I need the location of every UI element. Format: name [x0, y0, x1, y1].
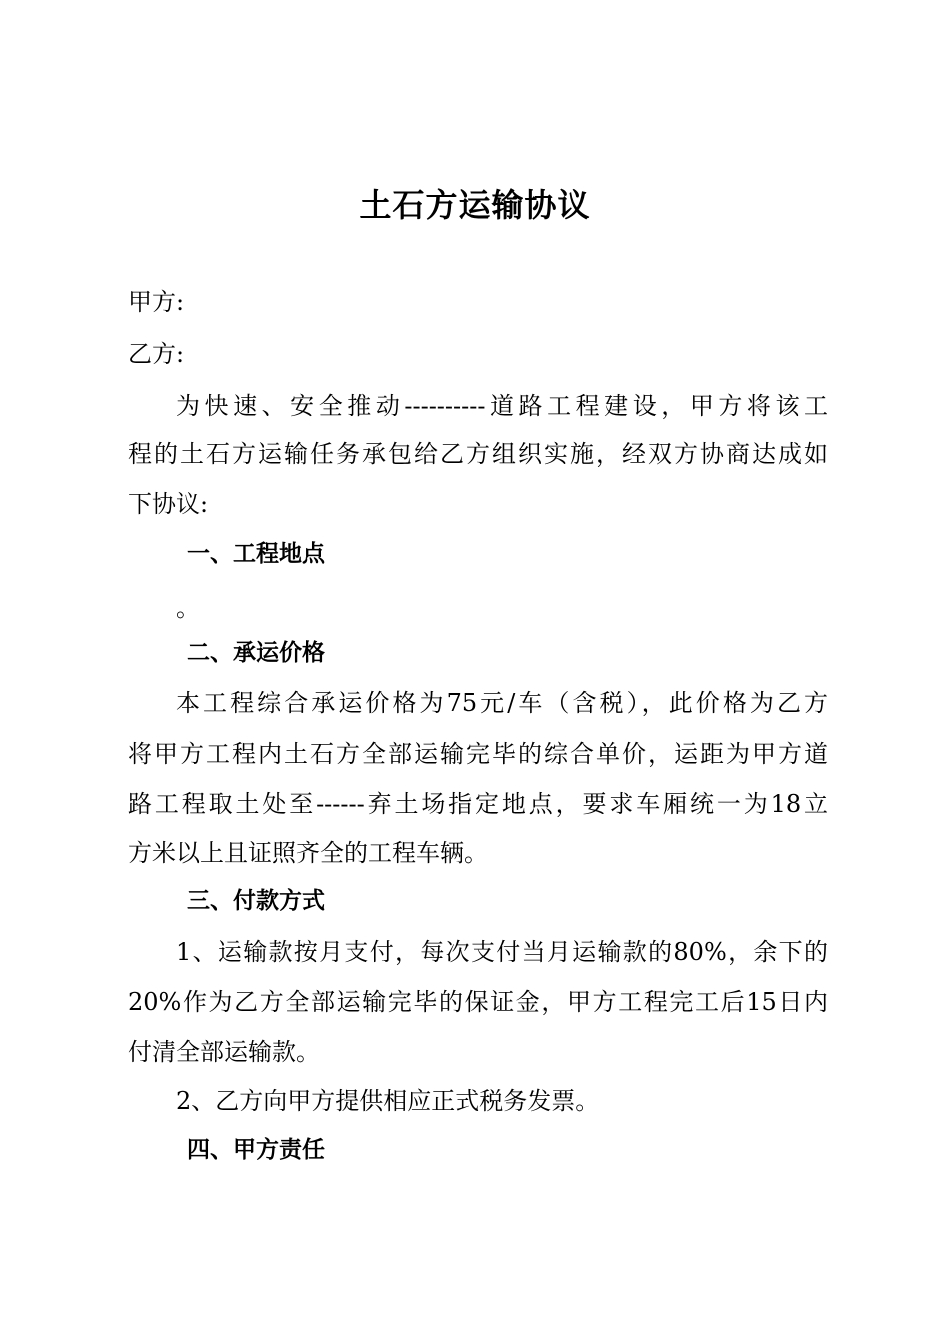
document-title: 土石方运输协议 [359, 186, 591, 224]
section-location-text: 。 [176, 594, 200, 622]
party-a-label: 甲方: [128, 288, 185, 316]
payment-line-2: 20%作为乙方全部运输完毕的保证金，甲方工程完工后15日内 [128, 988, 828, 1016]
payment-line-4: 2、乙方向甲方提供相应正式税务发票。 [176, 1087, 600, 1115]
intro-line-1: 为快速、安全推动----------道路工程建设，甲方将该工 [176, 392, 828, 420]
section-heading-party-a-duties: 四、甲方责任 [187, 1137, 325, 1163]
price-line-4: 方米以上且证照齐全的工程车辆。 [128, 839, 488, 867]
price-line-3: 路工程取土处至------弃土场指定地点，要求车厢统一为18立 [128, 790, 828, 818]
payment-line-1: 1、运输款按月支付，每次支付当月运输款的80%，余下的 [176, 938, 828, 966]
price-line-1: 本工程综合承运价格为75元/车（含税），此价格为乙方 [176, 689, 828, 717]
section-heading-price: 二、承运价格 [187, 640, 325, 666]
party-b-label: 乙方: [128, 340, 185, 368]
section-heading-payment: 三、付款方式 [187, 888, 325, 914]
intro-line-3: 下协议: [128, 490, 209, 518]
price-line-2: 将甲方工程内土石方全部运输完毕的综合单价，运距为甲方道 [128, 740, 828, 768]
payment-line-3: 付清全部运输款。 [128, 1038, 320, 1066]
section-heading-location: 一、工程地点 [187, 541, 325, 567]
intro-line-2: 程的土石方运输任务承包给乙方组织实施，经双方协商达成如 [128, 440, 828, 468]
